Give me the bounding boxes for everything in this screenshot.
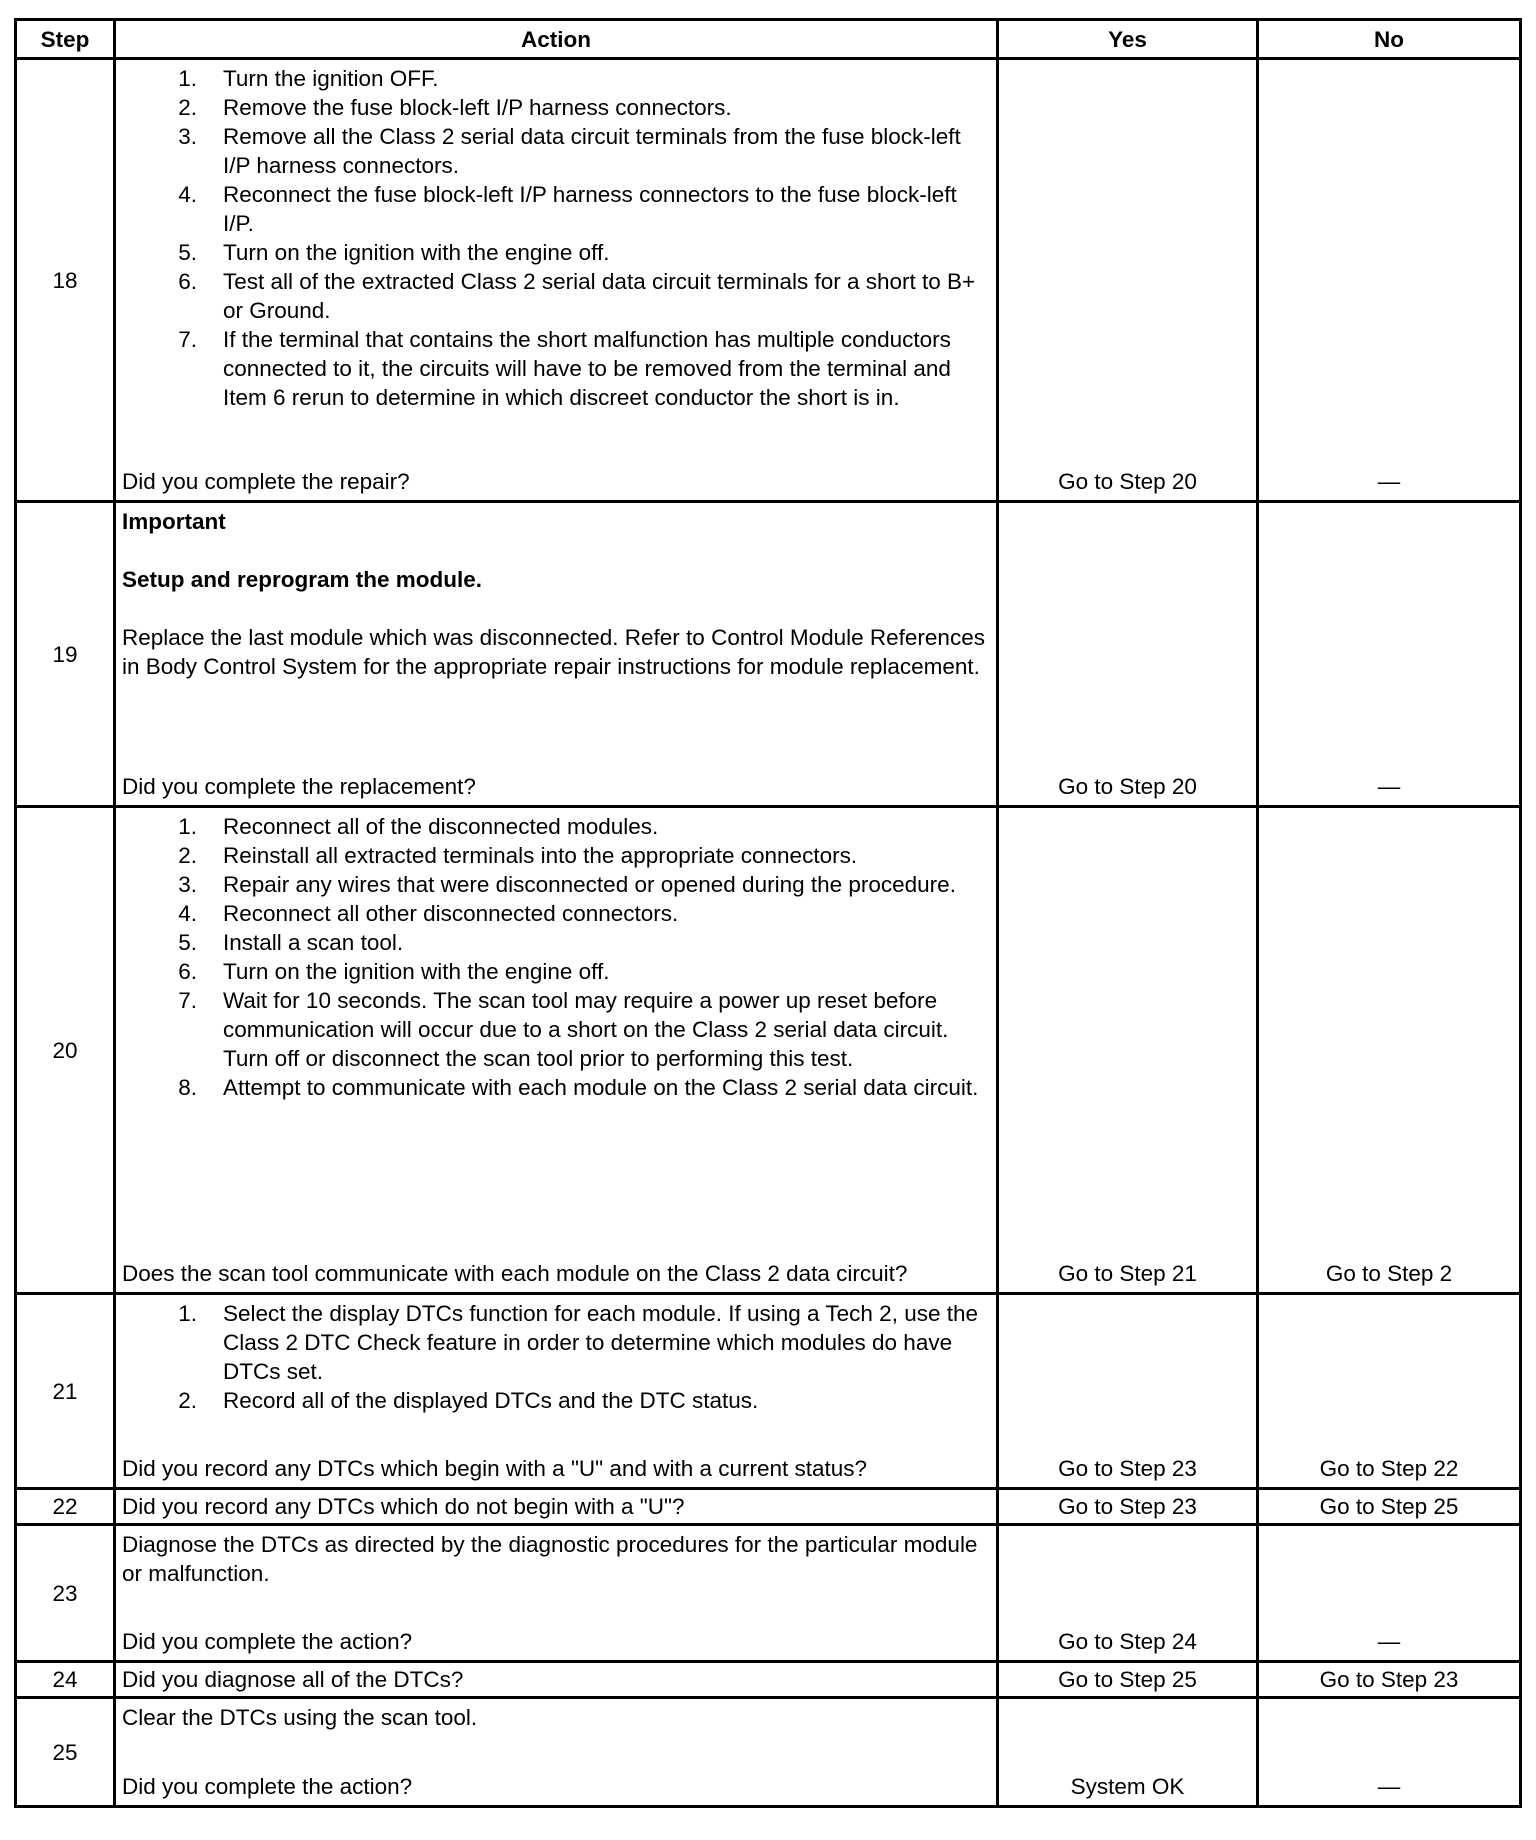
- table-row: [16, 1489, 1521, 1525]
- list-item: 2. Reinstall all extracted terminals into the appropriate connectors.: [178, 843, 858, 868]
- table-row: [16, 1698, 1521, 1807]
- action-steps-list: [122, 1299, 988, 1415]
- action-steps-list: [122, 64, 988, 412]
- list-item: 7. Wait for 10 seconds. The scan tool may require a power up reset before communication will occur due to a short on the Class 2 serial data circuit. Turn off or disconnect the scan tool prior to performing this test.: [178, 988, 949, 1071]
- no-result: —: [1258, 502, 1521, 807]
- yes-result: Go to Step 24: [998, 1525, 1258, 1662]
- step-number: 21: [16, 1294, 115, 1489]
- list-item: 5. Turn on the ignition with the engine off.: [178, 240, 610, 265]
- list-item: 4. Reconnect all other disconnected connectors.: [178, 901, 679, 926]
- yes-result: Go to Step 20: [998, 502, 1258, 807]
- table-row: [16, 1662, 1521, 1698]
- no-result: —: [1258, 1525, 1521, 1662]
- step-number: 20: [16, 807, 115, 1294]
- list-item: 1. Reconnect all of the disconnected modules.: [178, 814, 659, 839]
- table-row: [16, 807, 1521, 1294]
- step-number: 19: [16, 502, 115, 807]
- yes-result: Go to Step 20: [998, 59, 1258, 502]
- header-row: [16, 20, 1521, 59]
- list-item: 6. Test all of the extracted Class 2 serial data circuit terminals for a short to B+ or Ground.: [178, 269, 976, 323]
- action-cell: [115, 59, 998, 502]
- yes-result: Go to Step 25: [998, 1662, 1258, 1698]
- step-number: 24: [16, 1662, 115, 1698]
- diagnostic-table: [14, 18, 1522, 1808]
- header-step: Step: [16, 20, 115, 59]
- important-text: Setup and reprogram the module.: [122, 567, 483, 592]
- question-text: Did you complete the action?: [122, 1629, 413, 1654]
- list-item: 3. Remove all the Class 2 serial data circuit terminals from the fuse block-left I/P harness connectors.: [178, 124, 961, 178]
- no-result: Go to Step 22: [1258, 1294, 1521, 1489]
- question-text: Does the scan tool communicate with each module on the Class 2 data circuit?: [122, 1261, 908, 1286]
- list-item: 8. Attempt to communicate with each module on the Class 2 serial data circuit.: [178, 1075, 979, 1100]
- header-yes: Yes: [998, 20, 1258, 59]
- no-result: —: [1258, 1698, 1521, 1807]
- table-row: [16, 502, 1521, 807]
- table-row: [16, 59, 1521, 502]
- list-item: 3. Repair any wires that were disconnected or opened during the procedure.: [178, 872, 956, 897]
- no-result: Go to Step 2: [1258, 807, 1521, 1294]
- body-text: Replace the last module which was disconnected. Refer to Control Module References in Body Control System for the appropriate repair instructions for module replacement.: [122, 625, 985, 679]
- question-text: Did you complete the action?: [122, 1774, 413, 1799]
- no-result: Go to Step 23: [1258, 1662, 1521, 1698]
- no-result: —: [1258, 59, 1521, 502]
- yes-result: Go to Step 23: [998, 1489, 1258, 1525]
- step-number: 25: [16, 1698, 115, 1807]
- action-steps-list: [122, 812, 988, 1102]
- question-text: Did you complete the replacement?: [122, 774, 476, 799]
- list-item: 5. Install a scan tool.: [178, 930, 404, 955]
- yes-result: Go to Step 21: [998, 807, 1258, 1294]
- list-item: 4. Reconnect the fuse block-left I/P harness connectors to the fuse block-left I/P.: [178, 182, 957, 236]
- body-text: Clear the DTCs using the scan tool.: [122, 1705, 478, 1730]
- no-result: Go to Step 25: [1258, 1489, 1521, 1525]
- question-text: Did you record any DTCs which do not begin with a "U"?: [115, 1489, 998, 1525]
- header-action: Action: [115, 20, 998, 59]
- action-cell: [115, 1294, 998, 1489]
- list-item: 2. Record all of the displayed DTCs and the DTC status.: [178, 1388, 759, 1413]
- table-row: [16, 1525, 1521, 1662]
- action-cell: [115, 1525, 998, 1662]
- question-text: Did you diagnose all of the DTCs?: [115, 1662, 998, 1698]
- yes-result: System OK: [998, 1698, 1258, 1807]
- question-text: Did you record any DTCs which begin with a "U" and with a current status?: [122, 1456, 868, 1481]
- header-no: No: [1258, 20, 1521, 59]
- question-text: Did you complete the repair?: [122, 469, 410, 494]
- list-item: 2. Remove the fuse block-left I/P harness connectors.: [178, 95, 732, 120]
- list-item: 1. Select the display DTCs function for each module. If using a Tech 2, use the Class 2 DTC Check feature in order to determine which modules do have DTCs set.: [178, 1301, 979, 1384]
- important-label: Important: [122, 509, 226, 534]
- list-item: 6. Turn on the ignition with the engine off.: [178, 959, 610, 984]
- list-item: 7. If the terminal that contains the short malfunction has multiple conductors connected to it, the circuits will have to be removed from the terminal and Item 6 rerun to determine in which discreet conductor the short is in.: [178, 327, 951, 410]
- body-text: Diagnose the DTCs as directed by the diagnostic procedures for the particular module or malfunction.: [122, 1532, 978, 1586]
- step-number: 22: [16, 1489, 115, 1525]
- step-number: 23: [16, 1525, 115, 1662]
- yes-result: Go to Step 23: [998, 1294, 1258, 1489]
- action-cell: [115, 502, 998, 807]
- step-number: 18: [16, 59, 115, 502]
- table-row: [16, 1294, 1521, 1489]
- action-cell: [115, 807, 998, 1294]
- action-cell: [115, 1698, 998, 1807]
- list-item: 1. Turn the ignition OFF.: [178, 66, 439, 91]
